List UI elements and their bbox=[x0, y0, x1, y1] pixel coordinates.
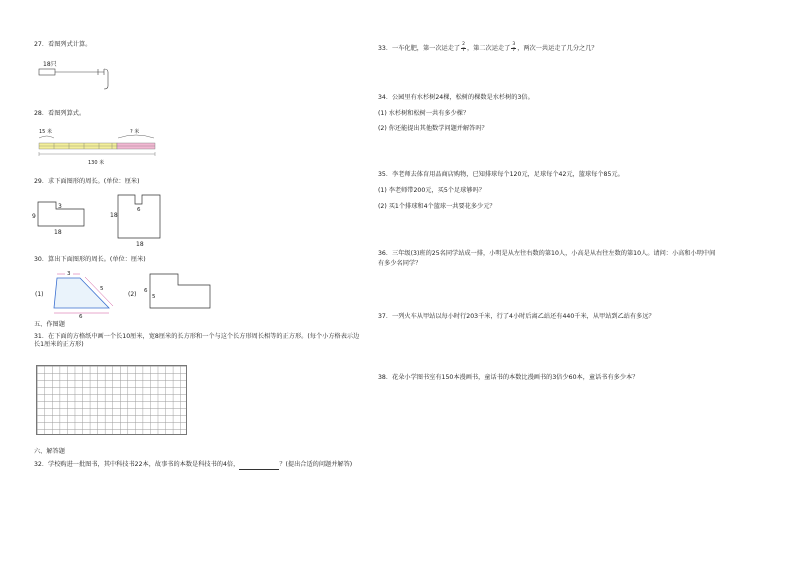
q30-fig2-side-5: 5 bbox=[152, 294, 156, 300]
q29-fig1-side-9: 9 bbox=[32, 213, 36, 220]
q30-fig1-top: 3 bbox=[67, 271, 71, 277]
q32-text bbox=[34, 460, 366, 470]
q32-text-after: ？(提出合适的问题并解答) bbox=[279, 461, 353, 468]
q29-figure-2 bbox=[108, 192, 170, 248]
q33-fraction-1 bbox=[461, 43, 466, 53]
q28-total: 130 米 bbox=[88, 160, 105, 166]
q32-answer-blank[interactable] bbox=[239, 463, 279, 470]
q28-tape-diagram bbox=[36, 124, 160, 170]
q35-sub-1: (1) 李老师带200元，买5个足球够吗？ bbox=[378, 187, 485, 194]
q30-fig1-tag: (1) bbox=[35, 291, 44, 298]
q34-sub-1: (1) 水杉树和松树一共有多少棵？ bbox=[378, 110, 470, 117]
q30-title: 30．算出下面图形的周长。(单位：厘米) bbox=[34, 256, 146, 263]
q29-fig2-side-18-left: 18 bbox=[110, 212, 118, 219]
q33-fraction-2-num: 3 bbox=[512, 42, 516, 47]
q29-fig1-side-3: 3 bbox=[58, 203, 62, 210]
q29-fig2-side-6: 6 bbox=[137, 207, 141, 213]
q29-title: 29．求下面图形的周长。(单位：厘米) bbox=[34, 178, 140, 185]
section-6-heading: 六、解答题 bbox=[34, 448, 65, 455]
q34-text: 34．公园里有水杉树24棵，松树的棵数是水杉树的3倍。 bbox=[378, 94, 534, 101]
q28-label-a: 15 米 bbox=[39, 129, 52, 135]
q27-tape-diagram bbox=[36, 58, 111, 92]
q29-fig2-side-18-bottom: 18 bbox=[136, 241, 144, 248]
q31-grid-paper[interactable] bbox=[36, 365, 187, 435]
q35-text: 35．李老师去体育用品商店购物，已知排球每个120元，足球每个42元，篮球每个85元。 bbox=[378, 171, 624, 178]
q30-figure-2 bbox=[126, 270, 216, 316]
q33-part-b: ，第二次运走了 bbox=[467, 45, 511, 53]
q33-fraction-2-den: 7 bbox=[512, 47, 516, 53]
q33-fraction-1-num: 2 bbox=[462, 42, 465, 47]
q32-text-before: 32．学校购进一批图书，其中科技书22本，故事书的本数是科技书的4倍， bbox=[34, 461, 240, 468]
q35-sub-2: (2) 买1个排球和4个篮球一共要花多少元？ bbox=[378, 203, 496, 210]
q31-text: 31．在下面的方格纸中画一个长10厘米，宽8厘米的长方形和一个与这个长方形周长相等的正方形。(每个小方格表示边长1厘米的正方形) bbox=[34, 333, 360, 348]
q33-fraction-1-den: 7 bbox=[462, 47, 465, 53]
q29-fig1-side-18: 18 bbox=[54, 229, 62, 236]
q30-fig2-side-6: 6 bbox=[144, 288, 148, 294]
q36-text: 36．三年级(3)班的25名同学站成一排，小明是从左往右数的第10人，小高是从右往左数的第10人。请问：小高和小明中间有多少名同学？ bbox=[378, 250, 716, 267]
q27-title: 27．看图列式计算。 bbox=[34, 41, 92, 48]
q28-title: 28．看图列算式。 bbox=[34, 110, 86, 117]
q28-label-b: ? 米 bbox=[130, 129, 140, 135]
q33-part-a: 33．一车化肥，第一次运走了 bbox=[378, 45, 461, 53]
q30-figure-1 bbox=[34, 268, 120, 318]
q27-tape-label: 18只 bbox=[43, 61, 57, 68]
section-5-heading: 五、作图题 bbox=[34, 321, 65, 328]
q33-part-c: ，两次一共运走了几分之几？ bbox=[517, 45, 598, 53]
q37-text: 37．一列火车从甲站以每小时行203千米，行了4小时后离乙站还有440千米，从甲站到乙站有多远？ bbox=[378, 313, 655, 320]
q29-figure-1 bbox=[32, 196, 92, 236]
q33-fraction-2 bbox=[511, 43, 516, 53]
q33-text bbox=[378, 43, 598, 53]
q38-text: 38．花朵小学图书室有150本漫画书，童话书的本数比漫画书的3倍少60本，童话书有多少本？ bbox=[378, 374, 639, 381]
q30-fig1-bottom: 6 bbox=[79, 314, 83, 320]
q30-fig1-slant: 5 bbox=[100, 286, 104, 292]
q34-sub-2: (2) 你还能提出其他数学问题并解答吗？ bbox=[378, 125, 488, 132]
q30-fig2-tag: (2) bbox=[128, 291, 137, 298]
